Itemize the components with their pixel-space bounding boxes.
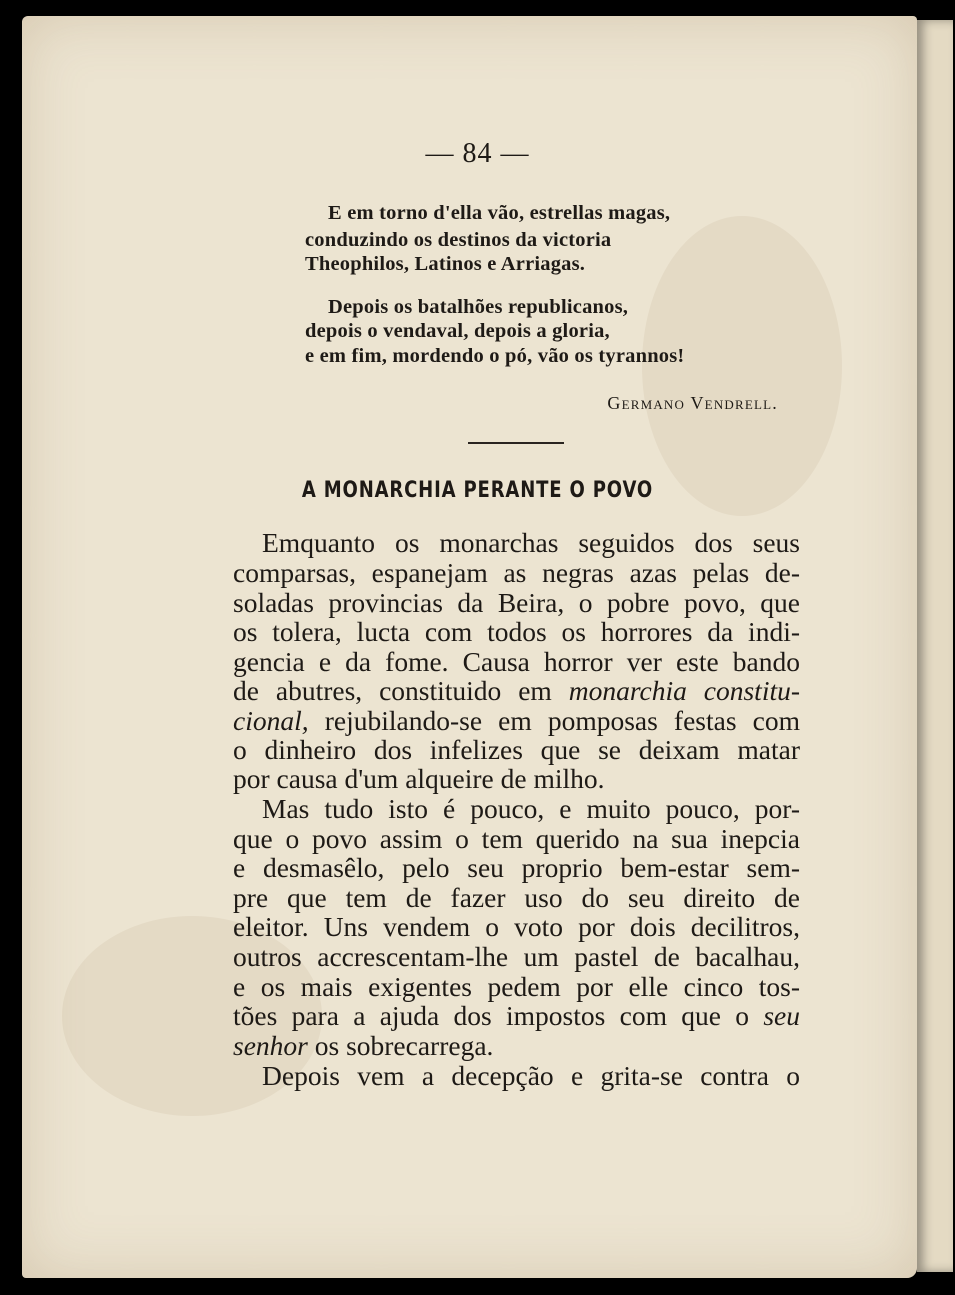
body-line: pre que tem de fazer uso do seu direito de: [233, 882, 800, 913]
body-line: cional, rejubilando-se em pomposas festas com: [233, 705, 800, 736]
poem-line: e em fim, mordendo o pó, vão os tyrannos!: [305, 345, 685, 367]
body-line: e os mais exigentes pedem por elle cinco tos-: [233, 971, 800, 1002]
poem-line: Depois os batalhões republicanos,: [328, 296, 629, 318]
body-line: que o povo assim o tem querido na sua inepcia: [233, 823, 800, 854]
body-line: de abutres, constituido em monarchia constitu-: [233, 675, 801, 706]
adjacent-page-edge: [917, 20, 953, 1272]
body-line: e desmasêlo, pelo seu proprio bem-estar sem-: [233, 852, 800, 883]
body-line: o dinheiro dos infelizes que se deixam matar: [233, 734, 800, 765]
body-line: outros accrescentam-lhe um pastel de bacalhau,: [233, 941, 800, 972]
body-line: por causa d'um alqueire de milho.: [233, 763, 605, 794]
poem-line: E em torno d'ella vão, estrellas magas,: [328, 202, 671, 224]
body-line: Depois vem a decepção e grita-se contra o: [262, 1060, 800, 1091]
section-divider: [468, 442, 564, 444]
poem-line: Theophilos, Latinos e Arriagas.: [305, 253, 586, 275]
body-line: tões para a ajuda dos impostos com que o seu: [233, 1000, 800, 1031]
body-line: gencia e da fome. Causa horror ver este bando: [233, 646, 800, 677]
poem-line: conduzindo os destinos da victoria: [305, 229, 612, 251]
body-line: Mas tudo isto é pouco, e muito pouco, por-: [262, 793, 800, 824]
body-line: os tolera, lucta com todos os horrores da indi-: [233, 616, 800, 647]
body-line: soladas provincias da Beira, o pobre povo, que: [233, 587, 800, 618]
poem-signature: Germano Vendrell.: [607, 393, 778, 413]
body-line: comparsas, espanejam as negras azas pelas de-: [233, 557, 800, 588]
body-line: senhor os sobrecarrega.: [233, 1030, 494, 1061]
page-number: — 84 —: [425, 138, 530, 169]
body-line: Emquanto os monarchas seguidos dos seus: [262, 527, 800, 558]
body-line: eleitor. Uns vendem o voto por dois decilitros,: [233, 911, 800, 942]
poem-line: depois o vendaval, depois a gloria,: [305, 320, 610, 342]
article-title: A MONARCHIA PERANTE O POVO: [301, 478, 654, 503]
